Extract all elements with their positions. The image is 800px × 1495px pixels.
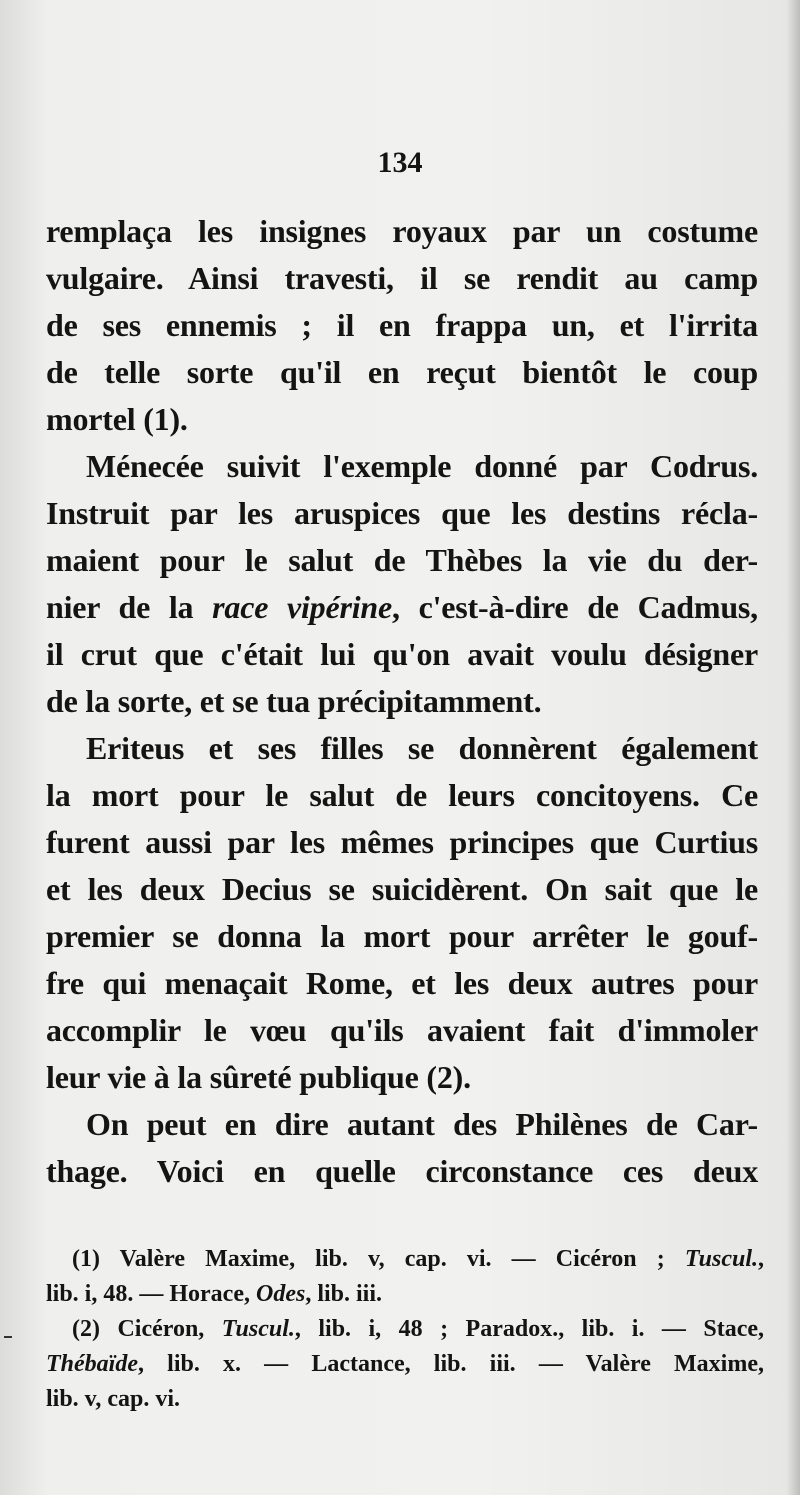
footnote-line [46, 1312, 764, 1347]
text-line: Ménecée suivit l'exemple donné par Codrus. [86, 448, 758, 484]
text-line: premier se donna la mort pour arrêter le gouf- [46, 918, 758, 954]
footnote-italic: Tuscul. [684, 1246, 758, 1272]
text-line: Instruit par les aruspices que les destins récla- [46, 495, 758, 531]
text-line: mortel (1). [46, 401, 188, 437]
footnote-line [46, 1242, 764, 1277]
footnote-italic: Thébaïde [46, 1351, 138, 1377]
text-segment: nier de la [46, 589, 213, 625]
text-line [46, 584, 758, 631]
text-line: de ses ennemis ; il en frappa un, et l'irrita [46, 307, 758, 343]
text-line: la mort pour le salut de leurs concitoyens. Ce [46, 777, 758, 813]
footnote-italic: Tuscul. [221, 1316, 295, 1342]
footnote-italic: Odes [255, 1281, 306, 1307]
text-line: il crut que c'était lui qu'on avait voulu désigner [46, 636, 758, 672]
footnote-segment: , lib. i, 48 ; Paradox., lib. i. — Stace, [294, 1316, 765, 1342]
footnote-line [46, 1277, 764, 1312]
text-line: remplaça les insignes royaux par un costume [46, 213, 758, 249]
text-line [46, 537, 758, 584]
text-line: thage. Voici en quelle circonstance ces deux [46, 1153, 758, 1189]
footnotes [46, 1242, 764, 1417]
footnote-segment: , [758, 1246, 764, 1272]
text-line: vulgaire. Ainsi travesti, il se rendit au camp [46, 260, 758, 296]
footnote-segment: , lib. x. — Lactance, lib. iii. — Valère Maxime, [137, 1351, 764, 1377]
text-line: de la sorte, et se tua précipitamment. [46, 683, 542, 719]
text-line: furent aussi par les mêmes principes que Curtius [46, 824, 758, 860]
margin-mark [4, 1336, 12, 1338]
footnote-segment: lib. i, 48. — Horace, [46, 1281, 256, 1307]
body-text [46, 208, 758, 1195]
text-line: et les deux Decius se suicidèrent. On sait que le [46, 871, 758, 907]
text-line: de telle sorte qu'il en reçut bientôt le coup [46, 354, 758, 390]
footnote-segment: (2) Cicéron, [72, 1316, 222, 1342]
text-line: leur vie à la sûreté publique (2). [46, 1059, 471, 1095]
text-line: accomplir le vœu qu'ils avaient fait d'immoler [46, 1012, 758, 1048]
text-line: Eriteus et ses filles se donnèrent également [86, 730, 758, 766]
footnote-segment: , lib. iii. [305, 1281, 382, 1307]
footnote-segment: lib. v, cap. vi. [46, 1386, 181, 1412]
text-segment: , c'est-à-dire de Cadmus, [392, 589, 758, 625]
text-line: fre qui menaçait Rome, et les deux autres pour [46, 965, 758, 1001]
page-number: 134 [377, 146, 423, 179]
footnote-line [46, 1347, 764, 1382]
text-line: On peut en dire autant des Philènes de Car- [86, 1106, 758, 1142]
footnote-line [46, 1382, 764, 1417]
page-edge-shadow [786, 0, 800, 1495]
text-segment: maient pour le salut de Thèbes la vie du der- [46, 542, 758, 578]
footnote-segment: (1) Valère Maxime, lib. v, cap. vi. — Cicéron ; [72, 1246, 685, 1272]
italic-text: race vipérine [212, 589, 393, 625]
